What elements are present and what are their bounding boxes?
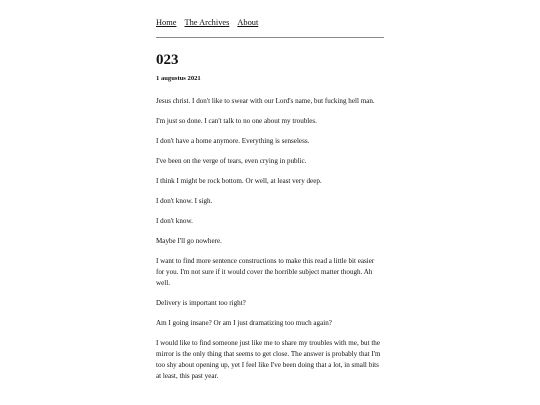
post-paragraph: I don't know. [156, 217, 193, 225]
post-paragraph: Delivery is important too right? [156, 299, 246, 307]
post-paragraph: Jesus christ. I don't like to swear with our Lord's name, but fucking hell man. [156, 97, 375, 105]
post-paragraph: I've been on the verge of tears, even crying in public. [156, 157, 307, 165]
post-paragraph: Maybe I'll go nowhere. [156, 237, 222, 245]
post-body [156, 96, 384, 391]
post-paragraph: I want to find more sentence constructions to make this read a little bit easier for you. I'm not sure if it would cover the horrible subject matter though. Ah well. [156, 257, 375, 287]
post-title: 023 [156, 52, 179, 68]
top-nav [156, 17, 384, 28]
nav-link-archives[interactable]: The Archives [184, 18, 230, 27]
nav-link-about[interactable]: About [237, 18, 259, 27]
post-paragraph: I don't know. I sigh. [156, 197, 213, 205]
post-date: 1 augustus 2021 [156, 75, 201, 82]
post-paragraph: Am I going insane? Or am I just dramatizing too much again? [156, 319, 332, 327]
post-paragraph: I don't have a home anymore. Everything is senseless. [156, 137, 310, 145]
post-paragraph: I think I might be rock bottom. Or well, at least very deep. [156, 177, 322, 185]
post-paragraph: I would like to find someone just like me to share my troubles with me, but the mirror is the only thing that seems to get close. The answer is probably that I'm too shy about opening up, yet I feel like I've been doing that a lot, in small bits at least, this past year. [156, 339, 381, 380]
post-paragraph: I'm just so done. I can't talk to no one about my troubles. [156, 117, 317, 125]
header-divider [156, 37, 384, 38]
nav-link-home[interactable]: Home [156, 18, 177, 27]
